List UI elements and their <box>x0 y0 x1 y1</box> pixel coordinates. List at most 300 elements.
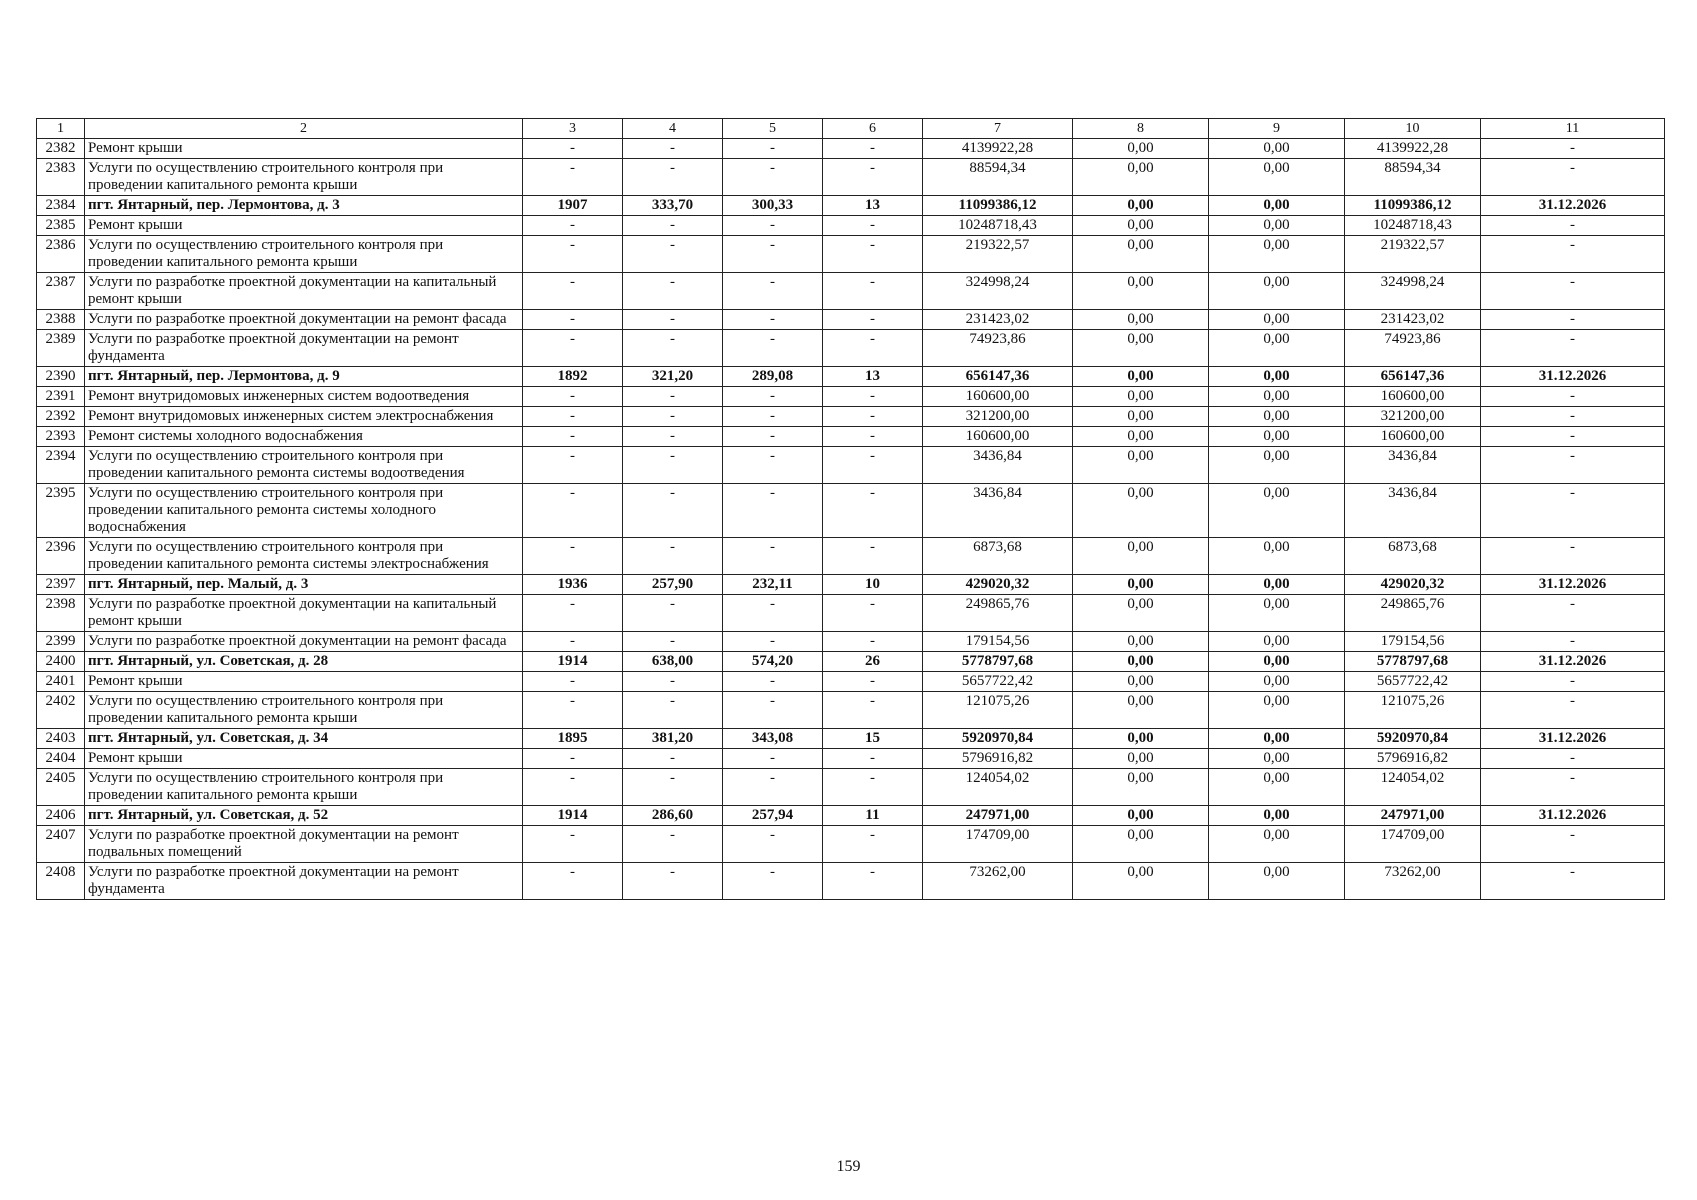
row-number-cell: 2406 <box>37 806 85 826</box>
row-number-cell: 2385 <box>37 216 85 236</box>
total-area-cell: 321,20 <box>623 367 723 387</box>
budget-cost-cell: 0,00 <box>1209 749 1345 769</box>
deadline-cell: 31.12.2026 <box>1481 196 1665 216</box>
residents-cell: - <box>823 749 923 769</box>
budget-cost-cell: 0,00 <box>1209 769 1345 806</box>
total-cost-cell: 5920970,84 <box>923 729 1073 749</box>
fund-cost-cell: 0,00 <box>1073 407 1209 427</box>
budget-cost-cell: 0,00 <box>1209 729 1345 749</box>
total-area-cell: - <box>623 484 723 538</box>
owners-cost-cell: 5778797,68 <box>1345 652 1481 672</box>
work-row <box>37 273 1665 310</box>
total-cost-cell: 5657722,42 <box>923 672 1073 692</box>
year-cell: 1907 <box>523 196 623 216</box>
deadline-cell: 31.12.2026 <box>1481 575 1665 595</box>
total-area-cell: - <box>623 310 723 330</box>
column-number-header-row <box>37 119 1665 139</box>
header-cell: 3 <box>523 119 623 139</box>
work-row <box>37 310 1665 330</box>
residents-cell: 26 <box>823 652 923 672</box>
work-name-cell: пгт. Янтарный, ул. Советская, д. 52 <box>85 806 523 826</box>
year-cell: - <box>523 692 623 729</box>
total-cost-cell: 74923,86 <box>923 330 1073 367</box>
total-area-cell: - <box>623 595 723 632</box>
total-area-cell: - <box>623 826 723 863</box>
work-row <box>37 236 1665 273</box>
year-cell: - <box>523 447 623 484</box>
owners-cost-cell: 5796916,82 <box>1345 749 1481 769</box>
row-number-cell: 2401 <box>37 672 85 692</box>
work-name-cell: пгт. Янтарный, ул. Советская, д. 28 <box>85 652 523 672</box>
total-area-cell: 638,00 <box>623 652 723 672</box>
residents-cell: - <box>823 672 923 692</box>
row-number-cell: 2386 <box>37 236 85 273</box>
work-row <box>37 595 1665 632</box>
fund-cost-cell: 0,00 <box>1073 826 1209 863</box>
residents-cell: 10 <box>823 575 923 595</box>
work-name-cell: Услуги по разработке проектной документации на ремонт подвальных помещений <box>85 826 523 863</box>
fund-cost-cell: 0,00 <box>1073 632 1209 652</box>
total-cost-cell: 321200,00 <box>923 407 1073 427</box>
row-number-cell: 2395 <box>37 484 85 538</box>
budget-cost-cell: 0,00 <box>1209 538 1345 575</box>
living-area-cell: - <box>723 310 823 330</box>
residents-cell: 13 <box>823 367 923 387</box>
total-area-cell: - <box>623 538 723 575</box>
row-number-cell: 2405 <box>37 769 85 806</box>
total-cost-cell: 429020,32 <box>923 575 1073 595</box>
year-cell: - <box>523 595 623 632</box>
budget-cost-cell: 0,00 <box>1209 806 1345 826</box>
deadline-cell: - <box>1481 310 1665 330</box>
year-cell: - <box>523 749 623 769</box>
header-cell: 1 <box>37 119 85 139</box>
deadline-cell: - <box>1481 692 1665 729</box>
work-row <box>37 863 1665 900</box>
row-number-cell: 2388 <box>37 310 85 330</box>
work-name-cell: Услуги по осуществлению строительного контроля при проведении капитального ремонта крыши <box>85 159 523 196</box>
year-cell: - <box>523 387 623 407</box>
header-cell: 5 <box>723 119 823 139</box>
total-cost-cell: 219322,57 <box>923 236 1073 273</box>
residents-cell: - <box>823 769 923 806</box>
residents-cell: - <box>823 595 923 632</box>
total-area-cell: - <box>623 216 723 236</box>
total-cost-cell: 656147,36 <box>923 367 1073 387</box>
deadline-cell: - <box>1481 407 1665 427</box>
living-area-cell: - <box>723 387 823 407</box>
work-row <box>37 672 1665 692</box>
total-area-cell: - <box>623 139 723 159</box>
residents-cell: 11 <box>823 806 923 826</box>
total-area-cell: - <box>623 236 723 273</box>
residents-cell: - <box>823 159 923 196</box>
living-area-cell: - <box>723 216 823 236</box>
living-area-cell: - <box>723 484 823 538</box>
owners-cost-cell: 231423,02 <box>1345 310 1481 330</box>
table-body <box>37 139 1665 900</box>
deadline-cell: - <box>1481 216 1665 236</box>
row-number-cell: 2402 <box>37 692 85 729</box>
budget-cost-cell: 0,00 <box>1209 692 1345 729</box>
living-area-cell: - <box>723 447 823 484</box>
year-cell: - <box>523 484 623 538</box>
living-area-cell: - <box>723 672 823 692</box>
total-area-cell: 257,90 <box>623 575 723 595</box>
work-row <box>37 769 1665 806</box>
work-row <box>37 484 1665 538</box>
year-cell: - <box>523 826 623 863</box>
deadline-cell: 31.12.2026 <box>1481 652 1665 672</box>
header-cell: 7 <box>923 119 1073 139</box>
residents-cell: - <box>823 692 923 729</box>
budget-cost-cell: 0,00 <box>1209 367 1345 387</box>
total-area-cell: - <box>623 692 723 729</box>
total-area-cell: - <box>623 407 723 427</box>
total-cost-cell: 124054,02 <box>923 769 1073 806</box>
total-cost-cell: 6873,68 <box>923 538 1073 575</box>
total-cost-cell: 3436,84 <box>923 484 1073 538</box>
owners-cost-cell: 656147,36 <box>1345 367 1481 387</box>
owners-cost-cell: 88594,34 <box>1345 159 1481 196</box>
work-row <box>37 692 1665 729</box>
header-cell: 11 <box>1481 119 1665 139</box>
address-row <box>37 367 1665 387</box>
header-cell: 4 <box>623 119 723 139</box>
work-name-cell: пгт. Янтарный, пер. Лермонтова, д. 9 <box>85 367 523 387</box>
work-row <box>37 749 1665 769</box>
year-cell: - <box>523 632 623 652</box>
work-name-cell: Ремонт системы холодного водоснабжения <box>85 427 523 447</box>
owners-cost-cell: 5920970,84 <box>1345 729 1481 749</box>
total-cost-cell: 10248718,43 <box>923 216 1073 236</box>
work-row <box>37 538 1665 575</box>
living-area-cell: - <box>723 769 823 806</box>
fund-cost-cell: 0,00 <box>1073 367 1209 387</box>
budget-cost-cell: 0,00 <box>1209 310 1345 330</box>
row-number-cell: 2408 <box>37 863 85 900</box>
budget-cost-cell: 0,00 <box>1209 216 1345 236</box>
work-name-cell: Услуги по осуществлению строительного контроля при проведении капитального ремонта системы электроснабжения <box>85 538 523 575</box>
fund-cost-cell: 0,00 <box>1073 216 1209 236</box>
total-cost-cell: 160600,00 <box>923 427 1073 447</box>
total-area-cell: - <box>623 330 723 367</box>
owners-cost-cell: 4139922,28 <box>1345 139 1481 159</box>
living-area-cell: - <box>723 330 823 367</box>
page-number: 159 <box>836 1158 861 1175</box>
year-cell: 1914 <box>523 652 623 672</box>
year-cell: 1936 <box>523 575 623 595</box>
row-number-cell: 2390 <box>37 367 85 387</box>
year-cell: - <box>523 769 623 806</box>
row-number-cell: 2392 <box>37 407 85 427</box>
work-row <box>37 159 1665 196</box>
fund-cost-cell: 0,00 <box>1073 427 1209 447</box>
fund-cost-cell: 0,00 <box>1073 863 1209 900</box>
work-name-cell: пгт. Янтарный, пер. Малый, д. 3 <box>85 575 523 595</box>
year-cell: - <box>523 330 623 367</box>
residents-cell: - <box>823 216 923 236</box>
work-name-cell: пгт. Янтарный, ул. Советская, д. 34 <box>85 729 523 749</box>
living-area-cell: - <box>723 692 823 729</box>
fund-cost-cell: 0,00 <box>1073 484 1209 538</box>
living-area-cell: 257,94 <box>723 806 823 826</box>
header-cell: 10 <box>1345 119 1481 139</box>
owners-cost-cell: 6873,68 <box>1345 538 1481 575</box>
deadline-cell: - <box>1481 672 1665 692</box>
total-cost-cell: 73262,00 <box>923 863 1073 900</box>
total-cost-cell: 88594,34 <box>923 159 1073 196</box>
total-cost-cell: 249865,76 <box>923 595 1073 632</box>
deadline-cell: - <box>1481 484 1665 538</box>
year-cell: - <box>523 310 623 330</box>
living-area-cell: - <box>723 749 823 769</box>
budget-cost-cell: 0,00 <box>1209 159 1345 196</box>
fund-cost-cell: 0,00 <box>1073 749 1209 769</box>
fund-cost-cell: 0,00 <box>1073 310 1209 330</box>
owners-cost-cell: 124054,02 <box>1345 769 1481 806</box>
residents-cell: 13 <box>823 196 923 216</box>
living-area-cell: 343,08 <box>723 729 823 749</box>
deadline-cell: - <box>1481 749 1665 769</box>
total-cost-cell: 247971,00 <box>923 806 1073 826</box>
year-cell: 1914 <box>523 806 623 826</box>
living-area-cell: - <box>723 407 823 427</box>
budget-cost-cell: 0,00 <box>1209 652 1345 672</box>
work-row <box>37 407 1665 427</box>
living-area-cell: - <box>723 595 823 632</box>
budget-cost-cell: 0,00 <box>1209 139 1345 159</box>
residents-cell: - <box>823 427 923 447</box>
total-area-cell: - <box>623 672 723 692</box>
total-area-cell: - <box>623 159 723 196</box>
fund-cost-cell: 0,00 <box>1073 652 1209 672</box>
owners-cost-cell: 3436,84 <box>1345 484 1481 538</box>
owners-cost-cell: 3436,84 <box>1345 447 1481 484</box>
work-name-cell: Услуги по разработке проектной документации на капитальный ремонт крыши <box>85 273 523 310</box>
fund-cost-cell: 0,00 <box>1073 196 1209 216</box>
budget-cost-cell: 0,00 <box>1209 387 1345 407</box>
row-number-cell: 2393 <box>37 427 85 447</box>
fund-cost-cell: 0,00 <box>1073 806 1209 826</box>
fund-cost-cell: 0,00 <box>1073 387 1209 407</box>
row-number-cell: 2400 <box>37 652 85 672</box>
deadline-cell: - <box>1481 139 1665 159</box>
living-area-cell: - <box>723 863 823 900</box>
work-name-cell: Ремонт внутридомовых инженерных систем электроснабжения <box>85 407 523 427</box>
work-row <box>37 826 1665 863</box>
total-area-cell: - <box>623 273 723 310</box>
address-row <box>37 652 1665 672</box>
address-row <box>37 729 1665 749</box>
address-row <box>37 196 1665 216</box>
year-cell: - <box>523 427 623 447</box>
residents-cell: - <box>823 407 923 427</box>
fund-cost-cell: 0,00 <box>1073 139 1209 159</box>
deadline-cell: - <box>1481 330 1665 367</box>
year-cell: - <box>523 216 623 236</box>
row-number-cell: 2387 <box>37 273 85 310</box>
work-name-cell: Услуги по осуществлению строительного контроля при проведении капитального ремонта крыши <box>85 692 523 729</box>
header-cell: 2 <box>85 119 523 139</box>
work-name-cell: Услуги по осуществлению строительного контроля при проведении капитального ремонта крыши <box>85 769 523 806</box>
work-name-cell: Услуги по осуществлению строительного контроля при проведении капитального ремонта системы холодного водоснабжения <box>85 484 523 538</box>
fund-cost-cell: 0,00 <box>1073 447 1209 484</box>
deadline-cell: 31.12.2026 <box>1481 367 1665 387</box>
work-name-cell: пгт. Янтарный, пер. Лермонтова, д. 3 <box>85 196 523 216</box>
residents-cell: - <box>823 632 923 652</box>
header-cell: 8 <box>1073 119 1209 139</box>
residents-cell: - <box>823 863 923 900</box>
fund-cost-cell: 0,00 <box>1073 330 1209 367</box>
deadline-cell: 31.12.2026 <box>1481 729 1665 749</box>
residents-cell: - <box>823 538 923 575</box>
year-cell: - <box>523 538 623 575</box>
deadline-cell: - <box>1481 595 1665 632</box>
budget-cost-cell: 0,00 <box>1209 427 1345 447</box>
year-cell: - <box>523 273 623 310</box>
owners-cost-cell: 5657722,42 <box>1345 672 1481 692</box>
fund-cost-cell: 0,00 <box>1073 273 1209 310</box>
living-area-cell: - <box>723 236 823 273</box>
budget-cost-cell: 0,00 <box>1209 826 1345 863</box>
work-name-cell: Услуги по разработке проектной документации на ремонт фундамента <box>85 863 523 900</box>
total-area-cell: - <box>623 863 723 900</box>
budget-cost-cell: 0,00 <box>1209 407 1345 427</box>
total-area-cell: 286,60 <box>623 806 723 826</box>
total-cost-cell: 160600,00 <box>923 387 1073 407</box>
deadline-cell: - <box>1481 769 1665 806</box>
budget-cost-cell: 0,00 <box>1209 196 1345 216</box>
living-area-cell: - <box>723 538 823 575</box>
year-cell: - <box>523 139 623 159</box>
year-cell: 1892 <box>523 367 623 387</box>
year-cell: - <box>523 159 623 196</box>
living-area-cell: - <box>723 139 823 159</box>
owners-cost-cell: 174709,00 <box>1345 826 1481 863</box>
year-cell: 1895 <box>523 729 623 749</box>
budget-cost-cell: 0,00 <box>1209 575 1345 595</box>
row-number-cell: 2407 <box>37 826 85 863</box>
living-area-cell: 289,08 <box>723 367 823 387</box>
capital-repair-table <box>36 118 1665 900</box>
work-row <box>37 139 1665 159</box>
living-area-cell: 300,33 <box>723 196 823 216</box>
work-row <box>37 632 1665 652</box>
budget-cost-cell: 0,00 <box>1209 273 1345 310</box>
owners-cost-cell: 249865,76 <box>1345 595 1481 632</box>
deadline-cell: - <box>1481 273 1665 310</box>
total-area-cell: 333,70 <box>623 196 723 216</box>
owners-cost-cell: 121075,26 <box>1345 692 1481 729</box>
total-cost-cell: 174709,00 <box>923 826 1073 863</box>
owners-cost-cell: 247971,00 <box>1345 806 1481 826</box>
budget-cost-cell: 0,00 <box>1209 236 1345 273</box>
work-name-cell: Услуги по осуществлению строительного контроля при проведении капитального ремонта системы водоотведения <box>85 447 523 484</box>
deadline-cell: - <box>1481 236 1665 273</box>
work-name-cell: Услуги по разработке проектной документации на ремонт фасада <box>85 632 523 652</box>
row-number-cell: 2397 <box>37 575 85 595</box>
deadline-cell: - <box>1481 447 1665 484</box>
row-number-cell: 2383 <box>37 159 85 196</box>
work-row <box>37 427 1665 447</box>
owners-cost-cell: 160600,00 <box>1345 387 1481 407</box>
living-area-cell: - <box>723 632 823 652</box>
fund-cost-cell: 0,00 <box>1073 769 1209 806</box>
total-cost-cell: 324998,24 <box>923 273 1073 310</box>
work-name-cell: Ремонт внутридомовых инженерных систем водоотведения <box>85 387 523 407</box>
fund-cost-cell: 0,00 <box>1073 575 1209 595</box>
work-name-cell: Ремонт крыши <box>85 139 523 159</box>
work-row <box>37 447 1665 484</box>
deadline-cell: - <box>1481 538 1665 575</box>
total-cost-cell: 121075,26 <box>923 692 1073 729</box>
header-cell: 9 <box>1209 119 1345 139</box>
total-area-cell: - <box>623 632 723 652</box>
residents-cell: - <box>823 273 923 310</box>
total-cost-cell: 3436,84 <box>923 447 1073 484</box>
budget-cost-cell: 0,00 <box>1209 447 1345 484</box>
residents-cell: - <box>823 484 923 538</box>
living-area-cell: - <box>723 159 823 196</box>
total-area-cell: - <box>623 387 723 407</box>
total-area-cell: - <box>623 447 723 484</box>
deadline-cell: - <box>1481 863 1665 900</box>
owners-cost-cell: 429020,32 <box>1345 575 1481 595</box>
owners-cost-cell: 74923,86 <box>1345 330 1481 367</box>
residents-cell: - <box>823 447 923 484</box>
owners-cost-cell: 324998,24 <box>1345 273 1481 310</box>
year-cell: - <box>523 407 623 427</box>
deadline-cell: - <box>1481 159 1665 196</box>
fund-cost-cell: 0,00 <box>1073 672 1209 692</box>
total-cost-cell: 179154,56 <box>923 632 1073 652</box>
residents-cell: - <box>823 139 923 159</box>
year-cell: - <box>523 863 623 900</box>
total-cost-cell: 11099386,12 <box>923 196 1073 216</box>
row-number-cell: 2403 <box>37 729 85 749</box>
address-row <box>37 575 1665 595</box>
residents-cell: - <box>823 330 923 367</box>
total-area-cell: - <box>623 769 723 806</box>
total-cost-cell: 5796916,82 <box>923 749 1073 769</box>
living-area-cell: - <box>723 273 823 310</box>
row-number-cell: 2398 <box>37 595 85 632</box>
fund-cost-cell: 0,00 <box>1073 595 1209 632</box>
fund-cost-cell: 0,00 <box>1073 236 1209 273</box>
deadline-cell: 31.12.2026 <box>1481 806 1665 826</box>
living-area-cell: - <box>723 427 823 447</box>
row-number-cell: 2391 <box>37 387 85 407</box>
living-area-cell: 232,11 <box>723 575 823 595</box>
residents-cell: 15 <box>823 729 923 749</box>
total-cost-cell: 4139922,28 <box>923 139 1073 159</box>
residents-cell: - <box>823 236 923 273</box>
budget-cost-cell: 0,00 <box>1209 863 1345 900</box>
year-cell: - <box>523 236 623 273</box>
row-number-cell: 2404 <box>37 749 85 769</box>
budget-cost-cell: 0,00 <box>1209 595 1345 632</box>
deadline-cell: - <box>1481 632 1665 652</box>
deadline-cell: - <box>1481 387 1665 407</box>
work-name-cell: Ремонт крыши <box>85 749 523 769</box>
row-number-cell: 2399 <box>37 632 85 652</box>
owners-cost-cell: 160600,00 <box>1345 427 1481 447</box>
row-number-cell: 2382 <box>37 139 85 159</box>
living-area-cell: - <box>723 826 823 863</box>
budget-cost-cell: 0,00 <box>1209 484 1345 538</box>
owners-cost-cell: 321200,00 <box>1345 407 1481 427</box>
